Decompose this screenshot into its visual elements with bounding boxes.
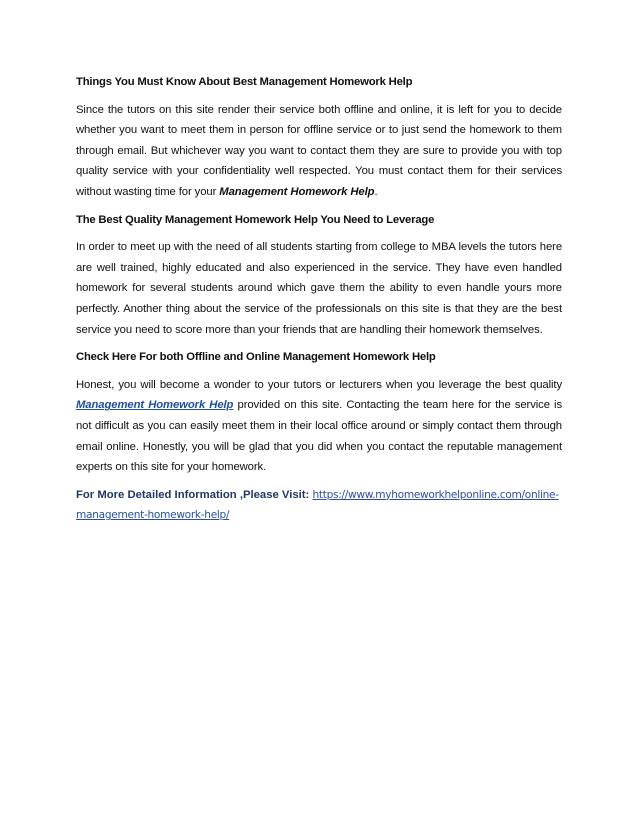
paragraph-start: Honest, you will become a wonder to your tutors or lecturers when you leverage the best quality <box>76 378 562 391</box>
section-paragraph-best-quality: In order to meet up with the need of all students starting from college to MBA levels the tutors here are well trained, highly educated and also experienced in the service. They have even handled homework for several students around which gave them the ability to even handle yours more perfectly. Another thing about the service of the professionals on this site is that they are the best service you need to score more than your friends that are handling their homework themselves. <box>76 241 562 336</box>
emphasis-management-homework-help: Management Homework Help <box>219 185 375 198</box>
paragraph-text: Since the tutors on this site render their service both offline and online, it is left for you to decide whether you want to meet them in person for offline service or to just send the homework to them through email. But whichever way you want to contact them they are sure to provide you with top quality service with your confidentiality well respected. You must contact them for their services without wasting time for your <box>76 103 562 198</box>
section-paragraph-things-to-know <box>76 100 562 203</box>
paragraph-end: . <box>374 185 378 198</box>
section-heading-best-quality: The Best Quality Management Homework Help You Need to Leverage <box>76 213 435 226</box>
visit-label: For More Detailed Information ,Please Visit: <box>76 488 310 501</box>
management-homework-help-link[interactable]: Management Homework Help <box>76 399 234 412</box>
section-heading-things-to-know: Things You Must Know About Best Management Homework Help <box>76 76 413 88</box>
visit-url-link[interactable]: https://www.myhomeworkhelponline.com/online-management-homework-help/ <box>76 488 559 522</box>
paragraph-rest: provided on this site. Contacting the team here for the service is not difficult as you can easily meet them in their local office around or simply contact them through email online. Honestly, you will be glad that you did when you contact the reputable management experts on this site for your homework. <box>76 399 562 474</box>
document-page <box>76 72 562 526</box>
section-heading-offline-online: Check Here For both Offline and Online Management Homework Help <box>76 351 436 364</box>
visit-line <box>76 485 562 526</box>
section-paragraph-offline-online <box>76 375 562 478</box>
